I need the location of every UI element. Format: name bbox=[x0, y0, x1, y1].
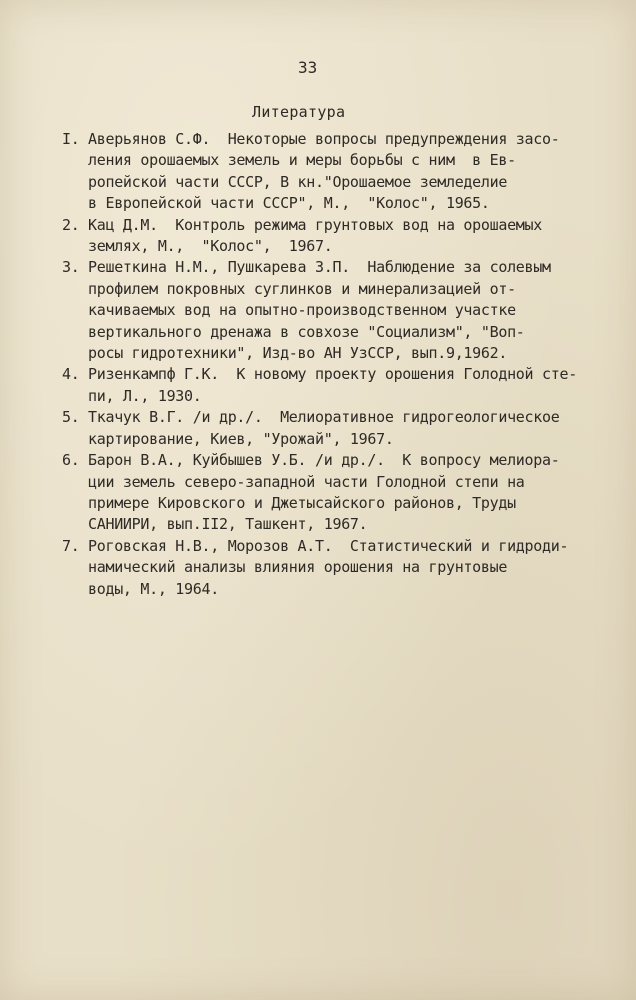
reference-entry bbox=[62, 257, 582, 364]
reference-line: пи, Л., 1930. bbox=[88, 386, 202, 405]
reference-line: воды, М., 1964. bbox=[88, 579, 219, 598]
section-heading: Литература bbox=[252, 103, 346, 121]
reference-line: Барон В.А., Куйбышев У.Б. /и др./. К вопросу мелиора- bbox=[88, 451, 560, 470]
reference-line: Роговская Н.В., Морозов А.Т. Статистический и гидроди- bbox=[88, 536, 569, 555]
reference-number: 7. bbox=[62, 536, 80, 555]
reference-line: профилем покровных суглинков и минерализацией от- bbox=[88, 279, 516, 298]
reference-line: качиваемых вод на опытно-производственном участке bbox=[88, 301, 516, 320]
reference-line: вертикального дренажа в совхозе "Социализм", "Воп- bbox=[88, 322, 525, 341]
reference-line: в Европейской части СССР", М., "Колос", 1965. bbox=[88, 194, 490, 213]
reference-entry bbox=[62, 129, 582, 215]
reference-line: ции земель северо-западной части Голодной степи на bbox=[88, 472, 525, 491]
reference-number: 6. bbox=[62, 451, 80, 470]
reference-line: Ризенкампф Г.К. К новому проекту орошения Голодной сте- bbox=[88, 365, 577, 384]
reference-number: 3. bbox=[62, 258, 80, 277]
reference-number: 2. bbox=[62, 215, 80, 234]
reference-line: росы гидротехники", Изд-во АН УзССР, вып.9,1962. bbox=[88, 344, 508, 363]
reference-line: картирование, Киев, "Урожай", 1967. bbox=[88, 429, 394, 448]
reference-line: землях, М., "Колос", 1967. bbox=[88, 237, 333, 256]
reference-entry bbox=[62, 536, 582, 600]
reference-line: ления орошаемых земель и меры борьбы с ним в Ев- bbox=[88, 151, 516, 170]
reference-number: 4. bbox=[62, 365, 80, 384]
reference-entry bbox=[62, 407, 582, 450]
reference-entry bbox=[62, 215, 582, 258]
reference-line: Ткачук В.Г. /и др./. Мелиоративное гидрогеологическое bbox=[88, 408, 560, 427]
reference-entry bbox=[62, 450, 582, 536]
reference-line: ропейской части СССР, В кн."Орошаемое земледелие bbox=[88, 172, 508, 191]
reference-line: примере Кировского и Джетысайского районов, Труды bbox=[88, 493, 516, 512]
reference-number: 5. bbox=[62, 408, 80, 427]
page-number: 33 bbox=[298, 58, 318, 77]
reference-line: Решеткина Н.М., Пушкарева З.П. Наблюдение за солевым bbox=[88, 258, 551, 277]
reference-line: САНИИРИ, вып.II2, Ташкент, 1967. bbox=[88, 515, 368, 534]
reference-line: намический анализы влияния орошения на грунтовые bbox=[88, 558, 508, 577]
reference-number: I. bbox=[62, 130, 80, 148]
reference-entry bbox=[62, 364, 582, 407]
reference-line: Аверьянов С.Ф. Некоторые вопросы предупреждения засо- bbox=[88, 130, 560, 148]
reference-line: Кац Д.М. Контроль режима грунтовых вод на орошаемых bbox=[88, 215, 543, 234]
reference-list bbox=[62, 129, 582, 600]
